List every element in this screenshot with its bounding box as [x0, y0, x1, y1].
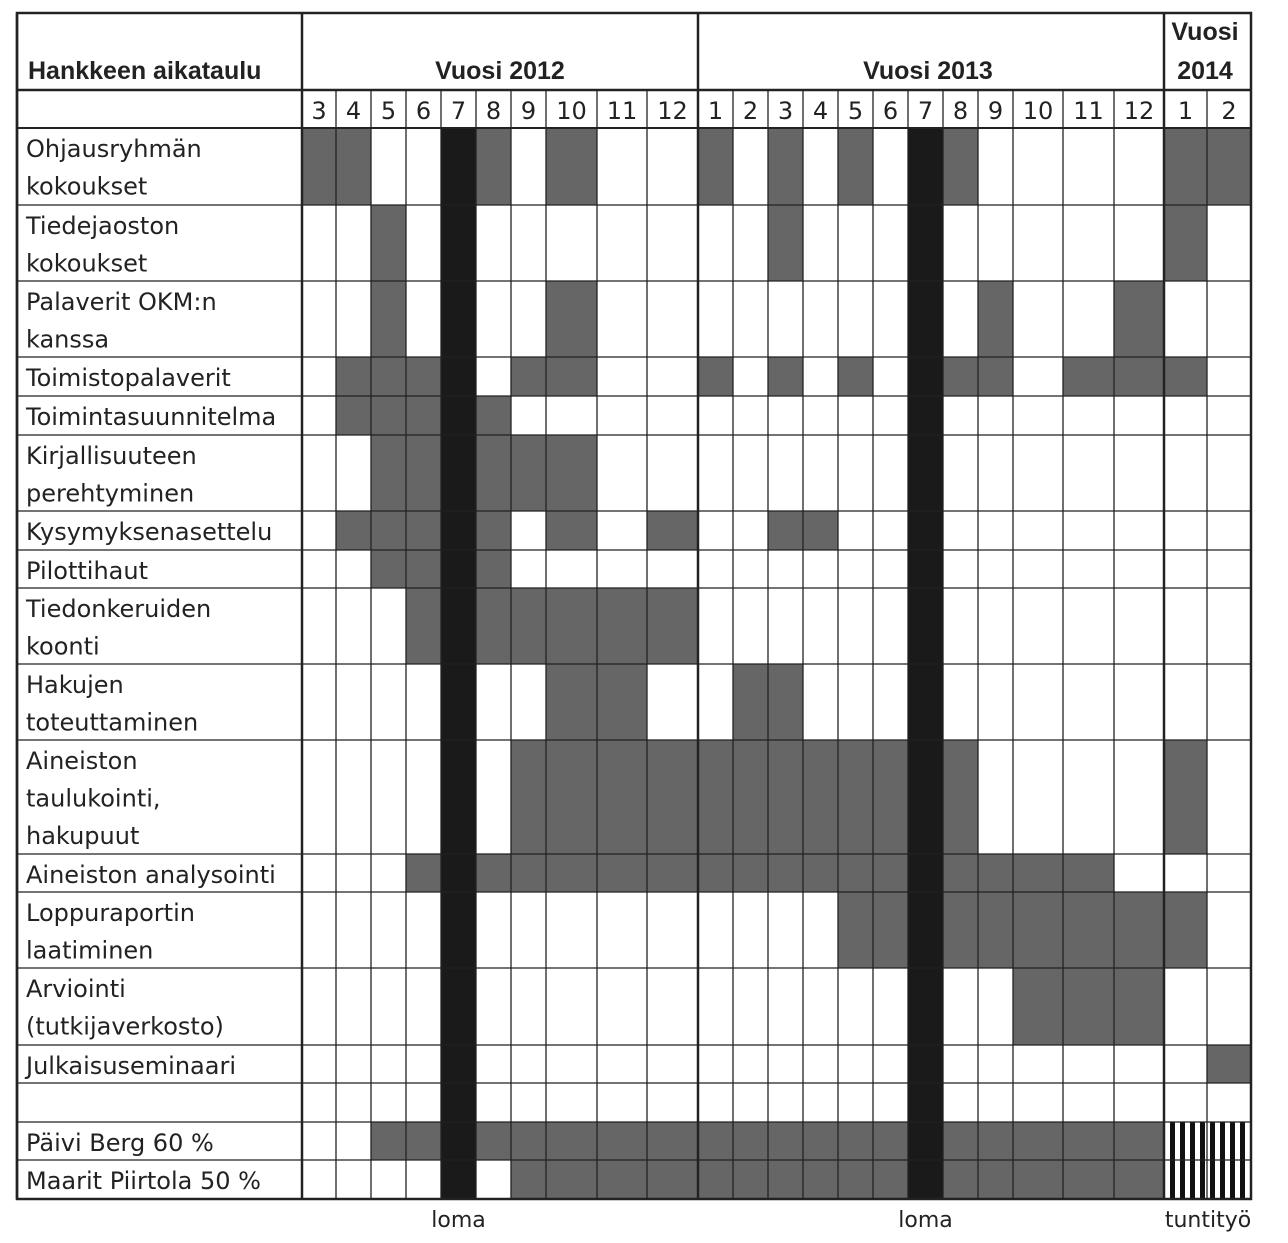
vacation-cell: [441, 205, 476, 281]
task-label: Kysymyksenasettelu: [26, 518, 273, 546]
month-label: 9: [987, 97, 1004, 125]
month-label: 3: [311, 97, 327, 125]
month-label: 6: [415, 97, 432, 125]
active-cell: [1164, 128, 1207, 205]
active-cell: [597, 588, 647, 664]
task-label: Arviointi: [26, 975, 126, 1003]
active-cell: [1114, 1160, 1164, 1199]
task-label: kokoukset: [26, 172, 148, 201]
task-label: Maarit Piirtola 50 %: [26, 1167, 261, 1195]
task-label: Palaverit OKM:n: [26, 288, 217, 316]
task-label: Päivi Berg 60 %: [26, 1129, 214, 1157]
active-cell: [1013, 968, 1063, 1045]
vacation-cell: [908, 281, 943, 357]
vacation-cell: [908, 205, 943, 281]
task-label: (tutkijaverkosto): [26, 1012, 224, 1041]
active-cell: [371, 550, 406, 588]
active-cell: [546, 664, 597, 740]
active-cell: [768, 854, 803, 892]
vacation-cell: [908, 1045, 943, 1083]
active-cell: [873, 1122, 908, 1160]
month-label: 11: [606, 97, 638, 125]
active-cell: [476, 550, 511, 588]
active-cell: [873, 854, 908, 892]
active-cell: [371, 357, 406, 396]
active-cell: [406, 550, 441, 588]
vacation-cell: [441, 128, 476, 205]
active-cell: [733, 664, 768, 740]
active-cell: [371, 205, 406, 281]
active-cell: [943, 854, 978, 892]
vacation-cell: [908, 550, 943, 588]
month-label: 7: [450, 97, 467, 125]
active-cell: [768, 1160, 803, 1199]
active-cell: [476, 588, 511, 664]
active-cell: [406, 435, 441, 511]
task-label: Aineiston: [26, 747, 138, 775]
active-cell: [406, 396, 441, 435]
active-cell: [647, 1122, 698, 1160]
active-cell: [511, 1160, 546, 1199]
active-cell: [371, 435, 406, 511]
active-cell: [978, 281, 1013, 357]
active-cell: [371, 1122, 406, 1160]
active-cell: [546, 588, 597, 664]
active-cell: [803, 1160, 838, 1199]
active-cell: [476, 854, 511, 892]
task-label: toteuttaminen: [26, 708, 199, 737]
active-cell: [1114, 281, 1164, 357]
vacation-cell: [441, 588, 476, 664]
task-label: Tiedejaoston: [26, 212, 180, 240]
active-cell: [943, 357, 978, 396]
active-cell: [336, 128, 371, 205]
active-cell: [838, 1160, 873, 1199]
active-cell: [1164, 740, 1207, 854]
active-cell: [803, 854, 838, 892]
month-label: 1: [707, 97, 724, 125]
active-cell: [698, 740, 733, 854]
active-cell: [1063, 357, 1114, 396]
active-cell: [1164, 205, 1207, 281]
active-cell: [1063, 1122, 1114, 1160]
task-label: Loppuraportin: [26, 899, 195, 927]
year-2014-label-line1: Vuosi: [1171, 18, 1239, 46]
active-cell: [476, 1122, 511, 1160]
vacation-cell: [908, 588, 943, 664]
active-cell: [1063, 968, 1114, 1045]
active-cell: [647, 511, 698, 550]
vacation-cell: [441, 968, 476, 1045]
task-label: Tiedonkeruiden: [26, 595, 212, 623]
vacation-cell: [441, 550, 476, 588]
task-label: Ohjausryhmän: [26, 135, 202, 163]
task-label: hakupuut: [26, 822, 140, 850]
task-label: Hakujen: [26, 671, 124, 699]
active-cell: [1114, 1122, 1164, 1160]
hourly-work-cell: [1164, 1122, 1207, 1160]
month-label: 10: [556, 97, 587, 125]
footer-label: loma: [431, 1208, 486, 1233]
active-cell: [768, 205, 803, 281]
vacation-cell: [908, 435, 943, 511]
chart-title: Hankkeen aikataulu: [28, 57, 262, 85]
month-label: 9: [520, 97, 537, 125]
active-cell: [838, 357, 873, 396]
active-cell: [597, 854, 647, 892]
footer-label: loma: [898, 1208, 953, 1233]
active-cell: [597, 1160, 647, 1199]
active-cell: [943, 1160, 978, 1199]
vacation-cell: [908, 1083, 943, 1122]
active-cell: [803, 511, 838, 550]
active-cell: [768, 1122, 803, 1160]
year-2012-label: Vuosi 2012: [435, 57, 565, 85]
active-cell: [546, 281, 597, 357]
active-cell: [1114, 892, 1164, 968]
active-cell: [546, 1160, 597, 1199]
active-cell: [698, 1122, 733, 1160]
active-cell: [943, 892, 978, 968]
active-cell: [873, 892, 908, 968]
month-label: 12: [1123, 97, 1155, 125]
active-cell: [647, 854, 698, 892]
hourly-work-cell: [1164, 1160, 1207, 1199]
active-cell: [546, 854, 597, 892]
active-cell: [476, 511, 511, 550]
active-cell: [1013, 1122, 1063, 1160]
vacation-cell: [441, 664, 476, 740]
active-cell: [768, 740, 803, 854]
active-cell: [302, 128, 336, 205]
vacation-cell: [908, 128, 943, 205]
active-cell: [647, 740, 698, 854]
active-cell: [511, 1122, 546, 1160]
vacation-cell: [441, 281, 476, 357]
footer-label: tuntityö: [1164, 1208, 1252, 1233]
month-label: 5: [847, 97, 864, 125]
active-cell: [406, 1122, 441, 1160]
active-cell: [838, 1122, 873, 1160]
active-cell: [1063, 1160, 1114, 1199]
month-label: 2: [742, 97, 759, 125]
active-cell: [546, 1122, 597, 1160]
active-cell: [733, 1122, 768, 1160]
active-cell: [406, 854, 441, 892]
vacation-cell: [908, 396, 943, 435]
hourly-work-cell: [1207, 1122, 1251, 1160]
task-label: Aineiston analysointi: [26, 861, 276, 889]
vacation-cell: [441, 1160, 476, 1199]
month-label: 2: [1221, 97, 1237, 125]
vacation-cell: [441, 511, 476, 550]
active-cell: [511, 588, 546, 664]
active-cell: [511, 435, 546, 511]
vacation-cell: [441, 1083, 476, 1122]
active-cell: [546, 740, 597, 854]
active-cell: [546, 435, 597, 511]
active-cell: [371, 396, 406, 435]
active-cell: [768, 664, 803, 740]
task-label: kanssa: [26, 325, 110, 354]
vacation-cell: [908, 511, 943, 550]
vacation-cell: [441, 1045, 476, 1083]
active-cell: [406, 357, 441, 396]
vacation-cell: [441, 740, 476, 854]
active-cell: [1207, 128, 1251, 205]
month-label: 8: [485, 97, 502, 125]
month-label: 8: [952, 97, 969, 125]
month-label: 6: [882, 97, 899, 125]
active-cell: [1114, 357, 1164, 396]
active-cell: [1164, 357, 1207, 396]
task-label: Kirjallisuuteen: [26, 442, 197, 470]
month-label: 1: [1177, 97, 1194, 125]
active-cell: [698, 357, 733, 396]
active-cell: [1013, 854, 1063, 892]
task-label: Toimintasuunnitelma: [26, 403, 277, 431]
month-label: 7: [917, 97, 934, 125]
active-cell: [768, 357, 803, 396]
active-cell: [978, 1160, 1013, 1199]
month-label: 5: [380, 97, 397, 125]
active-cell: [597, 740, 647, 854]
month-label: 4: [812, 97, 829, 125]
active-cell: [597, 1122, 647, 1160]
month-label: 11: [1073, 97, 1104, 125]
task-label: Pilottihaut: [26, 557, 148, 585]
active-cell: [978, 892, 1013, 968]
active-cell: [733, 854, 768, 892]
vacation-cell: [908, 1160, 943, 1199]
active-cell: [476, 435, 511, 511]
vacation-cell: [908, 664, 943, 740]
active-cell: [476, 128, 511, 205]
active-cell: [1164, 892, 1207, 968]
task-label: kokoukset: [26, 249, 148, 278]
task-label: laatiminen: [26, 936, 154, 965]
hourly-work-cell: [1207, 1160, 1251, 1199]
active-cell: [838, 854, 873, 892]
vacation-cell: [441, 435, 476, 511]
active-cell: [943, 1122, 978, 1160]
active-cell: [406, 588, 441, 664]
active-cell: [838, 740, 873, 854]
task-label: perehtyminen: [26, 479, 195, 508]
active-cell: [546, 357, 597, 396]
vacation-cell: [441, 892, 476, 968]
active-cell: [698, 1160, 733, 1199]
active-cell: [943, 740, 978, 854]
active-cell: [511, 854, 546, 892]
active-cell: [978, 854, 1013, 892]
active-cell: [698, 128, 733, 205]
active-cell: [511, 740, 546, 854]
vacation-cell: [908, 357, 943, 396]
active-cell: [838, 892, 873, 968]
active-cell: [647, 1160, 698, 1199]
active-cell: [1063, 854, 1114, 892]
active-cell: [336, 396, 371, 435]
active-cell: [597, 664, 647, 740]
task-label: koonti: [26, 632, 100, 661]
active-cell: [838, 128, 873, 205]
vacation-cell: [441, 854, 476, 892]
year-2014-label-line2: 2014: [1177, 57, 1233, 85]
vacation-cell: [908, 892, 943, 968]
active-cell: [803, 1122, 838, 1160]
vacation-cell: [908, 740, 943, 854]
active-cell: [733, 740, 768, 854]
active-cell: [1063, 892, 1114, 968]
active-cell: [768, 128, 803, 205]
vacation-cell: [441, 357, 476, 396]
vacation-cell: [908, 854, 943, 892]
year-2013-label: Vuosi 2013: [863, 57, 993, 85]
active-cell: [476, 396, 511, 435]
active-cell: [1114, 968, 1164, 1045]
active-cell: [511, 357, 546, 396]
active-cell: [698, 854, 733, 892]
active-cell: [943, 128, 978, 205]
active-cell: [647, 588, 698, 664]
month-label: 12: [657, 97, 688, 125]
month-label: 4: [345, 97, 362, 125]
active-cell: [873, 740, 908, 854]
active-cell: [546, 128, 597, 205]
active-cell: [336, 511, 371, 550]
active-cell: [371, 281, 406, 357]
task-label: Toimistopalaverit: [26, 364, 231, 392]
active-cell: [803, 740, 838, 854]
active-cell: [1013, 892, 1063, 968]
active-cell: [873, 1160, 908, 1199]
active-cell: [978, 357, 1013, 396]
task-label: Julkaisuseminaari: [26, 1052, 236, 1080]
task-label: taulukointi,: [26, 784, 161, 813]
active-cell: [406, 511, 441, 550]
active-cell: [768, 511, 803, 550]
vacation-cell: [908, 1122, 943, 1160]
month-label: 3: [777, 97, 794, 125]
active-cell: [1013, 1160, 1063, 1199]
active-cell: [978, 1122, 1013, 1160]
active-cell: [336, 357, 371, 396]
active-cell: [733, 1160, 768, 1199]
active-cell: [546, 511, 597, 550]
active-cell: [371, 511, 406, 550]
vacation-cell: [441, 1122, 476, 1160]
active-cell: [1207, 1045, 1251, 1083]
vacation-cell: [908, 968, 943, 1045]
month-label: 10: [1022, 97, 1054, 125]
vacation-cell: [441, 396, 476, 435]
